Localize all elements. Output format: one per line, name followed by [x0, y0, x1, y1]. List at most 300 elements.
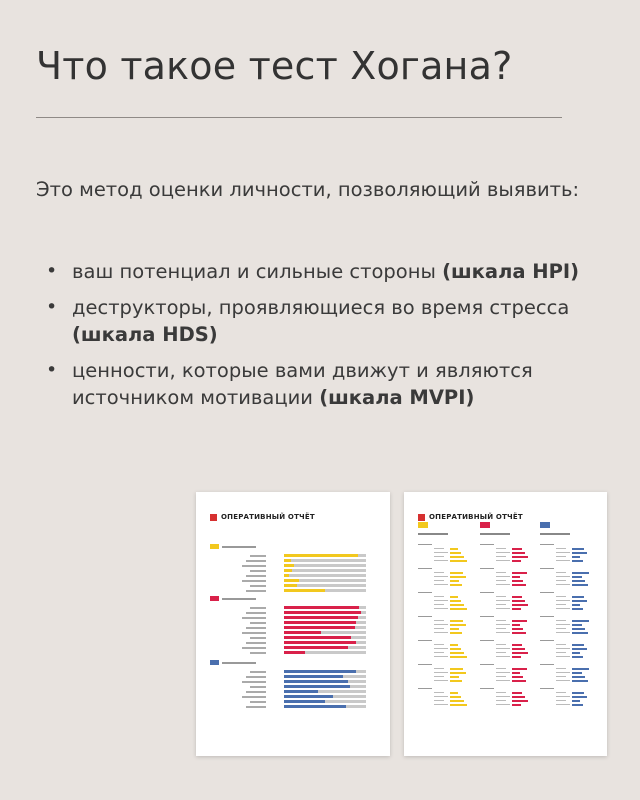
row-label	[434, 672, 448, 673]
row-bar	[512, 628, 523, 631]
row-bar	[572, 648, 587, 651]
row-label	[434, 572, 444, 573]
column-heading	[418, 533, 448, 535]
row-bar	[572, 668, 589, 671]
row-bar	[572, 696, 587, 699]
score-bar-track	[284, 680, 366, 683]
row-bar	[572, 552, 587, 555]
row-label	[434, 632, 448, 633]
row-label	[556, 668, 566, 669]
row-label	[496, 676, 506, 677]
row-bar	[572, 600, 587, 603]
bar-label	[250, 622, 266, 624]
score-bar-track	[284, 675, 366, 678]
score-bar-track	[284, 589, 366, 592]
row-bar	[572, 680, 588, 683]
score-bar	[284, 569, 292, 572]
row-label	[434, 624, 448, 625]
row-bar	[572, 656, 583, 659]
row-bar	[450, 604, 464, 607]
row-label	[496, 700, 506, 701]
row-label	[434, 680, 448, 681]
score-bar	[284, 690, 318, 693]
row-label	[556, 600, 570, 601]
row-label	[496, 648, 510, 649]
column-heading	[480, 533, 510, 535]
list-item	[36, 357, 596, 411]
row-label	[556, 620, 566, 621]
row-bar	[450, 692, 458, 695]
group-label	[480, 568, 494, 569]
row-bar	[450, 560, 467, 563]
section-badge	[210, 596, 219, 601]
row-bar	[572, 584, 588, 587]
bar-label	[242, 696, 266, 698]
score-bar	[284, 559, 291, 562]
row-bar	[450, 656, 467, 659]
row-bar	[512, 680, 526, 683]
row-label	[556, 672, 570, 673]
score-bar	[284, 670, 356, 673]
row-bar	[450, 696, 461, 699]
score-bar-track	[284, 651, 366, 654]
score-bar-track	[284, 636, 366, 639]
bullet-dot-icon: •	[46, 359, 58, 381]
row-bar	[512, 656, 521, 659]
row-bar	[450, 628, 459, 631]
row-bar	[512, 600, 525, 603]
group-label	[540, 664, 554, 665]
group-label	[480, 664, 494, 665]
group-label	[540, 592, 554, 593]
score-bar	[284, 646, 348, 649]
score-bar	[284, 574, 289, 577]
row-label	[496, 552, 510, 553]
row-bar	[512, 644, 522, 647]
row-label	[556, 704, 570, 705]
bar-label	[250, 585, 266, 587]
group-label	[540, 616, 554, 617]
group-label	[540, 688, 554, 689]
score-bar-track	[284, 616, 366, 619]
row-bar	[450, 608, 467, 611]
row-bar	[572, 572, 589, 575]
row-bar	[512, 700, 528, 703]
row-bar	[512, 584, 526, 587]
row-bar	[450, 652, 464, 655]
row-label	[556, 644, 566, 645]
row-bar	[450, 584, 462, 587]
report-header	[210, 512, 315, 522]
row-bar	[572, 624, 582, 627]
row-label	[434, 700, 444, 701]
row-bar	[512, 704, 521, 707]
group-label	[418, 616, 432, 617]
score-bar-track	[284, 695, 366, 698]
score-bar-track	[284, 569, 366, 572]
bar-label	[246, 590, 266, 592]
row-bar	[450, 700, 464, 703]
row-bar	[572, 632, 588, 635]
row-label	[496, 652, 506, 653]
column-heading	[540, 533, 570, 535]
row-label	[556, 692, 566, 693]
row-label	[496, 680, 510, 681]
row-label	[496, 704, 510, 705]
group-label	[418, 640, 432, 641]
score-bar	[284, 700, 325, 703]
report-logo-icon	[210, 514, 217, 521]
row-label	[496, 560, 510, 561]
score-bar	[284, 616, 358, 619]
score-bar	[284, 651, 305, 654]
row-bar	[512, 696, 525, 699]
score-bar	[284, 584, 297, 587]
bar-label	[242, 647, 266, 649]
score-bar	[284, 680, 348, 683]
page-title: Что такое тест Хогана?	[36, 44, 513, 88]
score-bar-track	[284, 641, 366, 644]
row-label	[496, 548, 506, 549]
row-bar	[450, 624, 466, 627]
group-label	[480, 640, 494, 641]
bar-label	[242, 681, 266, 683]
row-label	[434, 704, 448, 705]
bar-label	[242, 565, 266, 567]
group-label	[540, 640, 554, 641]
list-item	[36, 258, 596, 285]
bar-label	[246, 676, 266, 678]
row-label	[434, 608, 448, 609]
bar-label	[246, 627, 266, 629]
row-bar	[572, 628, 585, 631]
row-bar	[450, 668, 463, 671]
row-label	[496, 600, 510, 601]
group-label	[480, 616, 494, 617]
group-label	[540, 544, 554, 545]
row-label	[496, 576, 510, 577]
list-item-text: ценности, которые вами движут и являются источником мотивации	[72, 359, 533, 409]
row-label	[556, 680, 570, 681]
row-bar	[512, 652, 528, 655]
bar-label	[250, 637, 266, 639]
group-label	[418, 544, 432, 545]
row-label	[496, 668, 506, 669]
row-label	[496, 596, 506, 597]
bar-label	[242, 617, 266, 619]
row-bar	[512, 648, 525, 651]
score-bar	[284, 606, 359, 609]
row-label	[496, 584, 510, 585]
section-label	[222, 598, 256, 600]
row-bar	[512, 624, 520, 627]
score-bar-track	[284, 554, 366, 557]
score-bar	[284, 589, 325, 592]
row-bar	[512, 580, 523, 583]
row-label	[496, 604, 506, 605]
row-label	[496, 692, 506, 693]
score-bar-track	[284, 685, 366, 688]
report-header	[418, 512, 523, 522]
row-label	[434, 676, 444, 677]
row-bar	[572, 704, 583, 707]
row-bar	[572, 676, 585, 679]
row-bar	[572, 700, 580, 703]
row-bar	[572, 672, 582, 675]
row-label	[496, 572, 506, 573]
score-bar	[284, 641, 356, 644]
row-bar	[450, 632, 462, 635]
bar-label	[250, 671, 266, 673]
score-bar	[284, 636, 351, 639]
score-bar-track	[284, 646, 366, 649]
row-label	[434, 628, 444, 629]
row-label	[434, 652, 444, 653]
report-sheet-summary	[196, 492, 390, 756]
list-item-scale: (шкала HDS)	[72, 323, 218, 346]
row-label	[434, 580, 444, 581]
bar-label	[242, 632, 266, 634]
report-title: ОПЕРАТИВНЫЙ ОТЧЁТ	[221, 513, 315, 521]
score-bar-track	[284, 700, 366, 703]
row-bar	[512, 692, 522, 695]
row-bar	[572, 580, 585, 583]
row-bar	[572, 556, 580, 559]
bar-label	[250, 607, 266, 609]
row-bar	[572, 608, 583, 611]
score-bar	[284, 675, 343, 678]
bullet-dot-icon: •	[46, 296, 58, 318]
bar-label	[250, 686, 266, 688]
row-label	[496, 556, 506, 557]
bar-label	[246, 575, 266, 577]
row-label	[556, 576, 570, 577]
bullet-dot-icon: •	[46, 260, 58, 282]
row-label	[434, 648, 448, 649]
list-item-text: ваш потенциал и сильные стороны	[72, 260, 443, 283]
report-logo-icon	[418, 514, 425, 521]
row-bar	[450, 556, 464, 559]
column-badge	[480, 522, 490, 528]
score-bar	[284, 685, 350, 688]
row-label	[556, 548, 566, 549]
section-badge	[210, 660, 219, 665]
bar-label	[246, 706, 266, 708]
row-label	[434, 604, 444, 605]
row-bar	[572, 620, 589, 623]
row-bar	[512, 604, 528, 607]
row-label	[496, 624, 510, 625]
group-label	[418, 592, 432, 593]
row-label	[556, 700, 566, 701]
intro-text: Это метод оценки личности, позволяющий выявить:	[36, 178, 580, 201]
row-label	[496, 696, 510, 697]
score-bar	[284, 705, 346, 708]
row-bar	[450, 572, 463, 575]
group-label	[480, 544, 494, 545]
score-bar-track	[284, 579, 366, 582]
row-label	[434, 600, 448, 601]
row-bar	[450, 676, 459, 679]
row-label	[556, 652, 566, 653]
group-label	[540, 568, 554, 569]
row-label	[434, 584, 448, 585]
row-label	[434, 548, 444, 549]
row-bar	[450, 548, 458, 551]
row-label	[434, 560, 448, 561]
row-bar	[512, 572, 527, 575]
section-label	[222, 546, 256, 548]
score-bar-track	[284, 621, 366, 624]
row-label	[434, 576, 448, 577]
row-bar	[572, 576, 582, 579]
row-bar	[512, 632, 526, 635]
row-bar	[450, 644, 458, 647]
bar-label	[246, 612, 266, 614]
row-bar	[572, 604, 580, 607]
row-bar	[450, 620, 463, 623]
row-label	[556, 656, 570, 657]
row-bar	[512, 556, 528, 559]
group-label	[418, 568, 432, 569]
group-label	[418, 688, 432, 689]
score-bar-track	[284, 670, 366, 673]
score-bar-track	[284, 690, 366, 693]
row-bar	[512, 548, 522, 551]
group-label	[480, 592, 494, 593]
report-sheet-detail	[404, 492, 607, 756]
bar-label	[246, 691, 266, 693]
row-bar	[512, 668, 527, 671]
row-label	[434, 620, 444, 621]
list-item-text: деструкторы, проявляющиеся во время стресса	[72, 296, 570, 319]
row-label	[556, 560, 570, 561]
row-bar	[512, 608, 521, 611]
row-label	[556, 552, 570, 553]
score-bar	[284, 631, 321, 634]
group-label	[480, 688, 494, 689]
section-label	[222, 662, 256, 664]
row-label	[496, 632, 510, 633]
row-label	[434, 556, 444, 557]
list-item-scale: (шкала MVPI)	[319, 386, 475, 409]
row-label	[434, 668, 444, 669]
row-label	[556, 596, 566, 597]
feature-list	[36, 258, 596, 420]
score-bar	[284, 611, 361, 614]
row-label	[556, 580, 566, 581]
row-label	[556, 628, 566, 629]
row-bar	[512, 620, 527, 623]
row-label	[434, 644, 444, 645]
row-label	[434, 692, 444, 693]
score-bar-track	[284, 559, 366, 562]
score-bar-track	[284, 626, 366, 629]
row-bar	[450, 600, 461, 603]
score-bar-track	[284, 574, 366, 577]
column-badge	[418, 522, 428, 528]
row-label	[496, 620, 506, 621]
row-label	[434, 552, 448, 553]
row-label	[556, 624, 570, 625]
row-label	[556, 572, 566, 573]
score-bar-track	[284, 584, 366, 587]
row-label	[434, 596, 444, 597]
bar-label	[246, 642, 266, 644]
row-bar	[572, 596, 584, 599]
report-title: ОПЕРАТИВНЫЙ ОТЧЁТ	[429, 513, 523, 521]
row-label	[556, 608, 570, 609]
bar-label	[250, 570, 266, 572]
score-bar-track	[284, 705, 366, 708]
bar-label	[250, 652, 266, 654]
score-bar-track	[284, 564, 366, 567]
score-bar-track	[284, 606, 366, 609]
row-label	[556, 556, 566, 557]
row-label	[556, 584, 570, 585]
row-label	[496, 656, 510, 657]
bar-label	[250, 701, 266, 703]
row-bar	[450, 576, 466, 579]
row-bar	[572, 560, 583, 563]
score-bar	[284, 564, 294, 567]
row-bar	[450, 672, 466, 675]
score-bar	[284, 579, 299, 582]
row-label	[556, 604, 566, 605]
list-item-scale: (шкала HPI)	[442, 260, 580, 283]
row-bar	[450, 648, 461, 651]
score-bar	[284, 695, 333, 698]
row-bar	[450, 704, 467, 707]
row-bar	[512, 672, 520, 675]
row-label	[496, 628, 506, 629]
row-bar	[572, 644, 584, 647]
row-bar	[512, 676, 523, 679]
score-bar	[284, 554, 358, 557]
row-bar	[572, 548, 584, 551]
row-label	[496, 608, 510, 609]
bar-label	[246, 560, 266, 562]
list-item	[36, 294, 596, 348]
bar-label	[250, 555, 266, 557]
row-bar	[512, 576, 520, 579]
section-badge	[210, 544, 219, 549]
title-divider	[36, 117, 562, 118]
group-label	[418, 664, 432, 665]
row-label	[556, 648, 570, 649]
row-label	[434, 696, 448, 697]
row-label	[556, 696, 570, 697]
row-label	[434, 656, 448, 657]
bar-label	[242, 580, 266, 582]
row-bar	[512, 596, 522, 599]
row-label	[556, 676, 566, 677]
row-bar	[450, 552, 461, 555]
score-bar-track	[284, 611, 366, 614]
row-bar	[572, 652, 580, 655]
row-bar	[450, 580, 459, 583]
column-badge	[540, 522, 550, 528]
row-bar	[572, 692, 584, 695]
row-label	[496, 644, 506, 645]
row-bar	[512, 560, 521, 563]
row-bar	[450, 596, 458, 599]
score-bar	[284, 626, 355, 629]
row-bar	[450, 680, 462, 683]
row-label	[496, 580, 506, 581]
row-bar	[512, 552, 525, 555]
row-label	[556, 632, 570, 633]
